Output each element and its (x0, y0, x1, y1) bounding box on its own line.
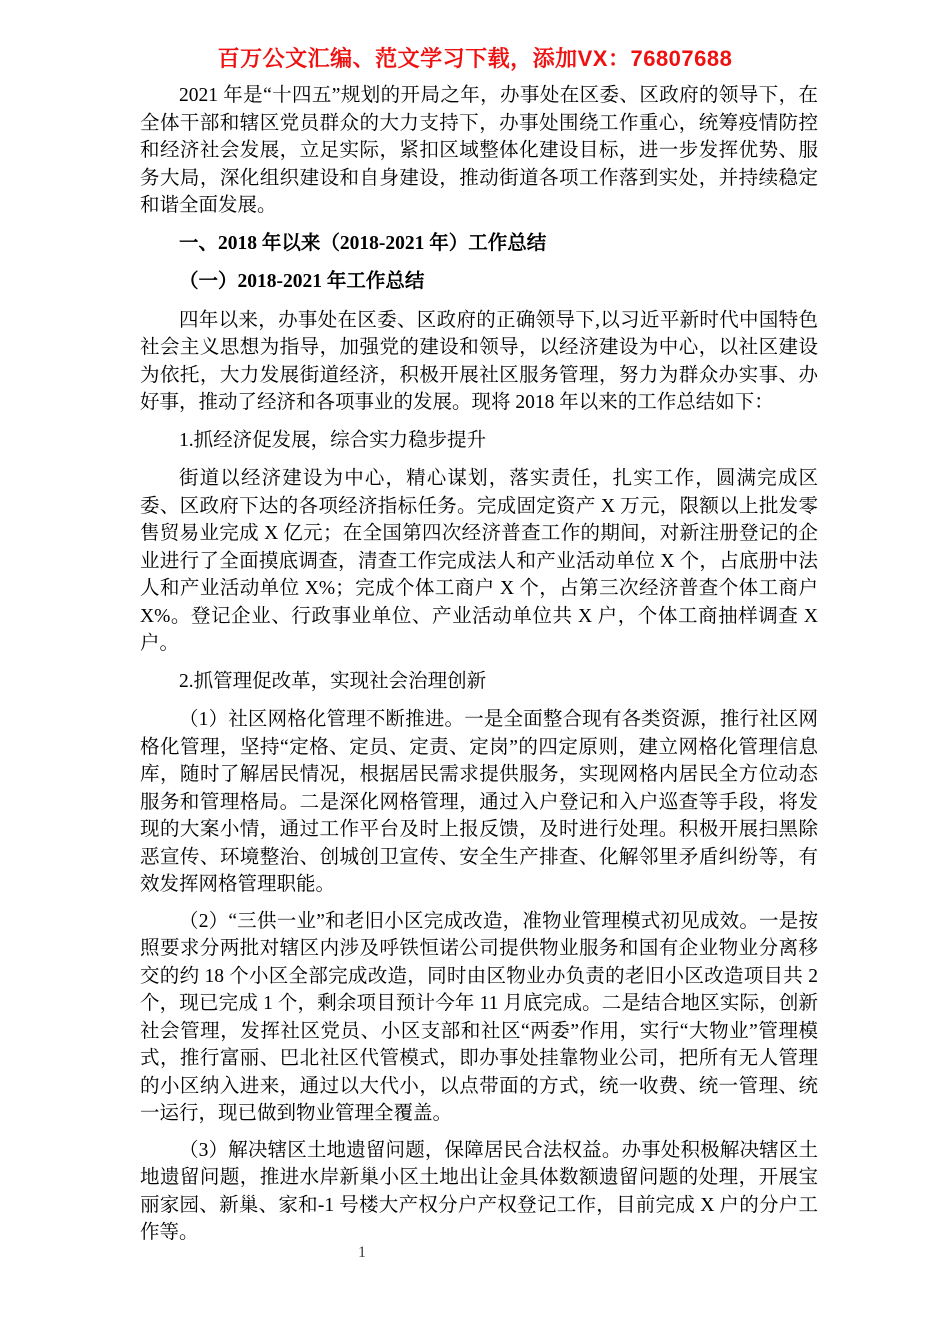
heading-section-1: 一、2018 年以来（2018-2021 年）工作总结 (179, 232, 547, 254)
paragraph-property-renovation: （2）“三供一业”和老旧小区完成改造，准物业管理模式初见成效。一是按照要求分两批对辖区内涉及呼铁恒诺公司提供物业服务和国有企业物业分离移交的约 18 个小区全部完成改造，同时由区物业办负责的老旧小区改造项目共 2 个，现已完成 1 个，剩余项目预计今年 11 月底完成。二是结合地区实际，创新社会管理，发挥社区党员、小区支部和社区“两委”作用，实行“大物业”管理模式，推行富丽、巴北社区代管模式，即办事处挂靠物业公司，把所有无人管理的小区纳入进来，通过以大代小，以点带面的方式，统一收费、统一管理、统一运行，现已做到物业管理全覆盖。 (140, 910, 818, 1124)
watermark-notice: 百万公文汇编、范文学习下载，添加VX：76807688 (217, 46, 733, 71)
subheading-economy: 1.抓经济促发展，综合实力稳步提升 (179, 429, 487, 451)
heading-subsection-1-1: （一）2018-2021 年工作总结 (179, 271, 425, 292)
subheading-management: 2.抓管理促改革，实现社会治理创新 (179, 670, 487, 692)
paragraph-intro: 2021 年是“十四五”规划的开局之年，办事处在区委、区政府的领导下，在全体干部和辖区党员群众的大力支持下，办事处围绕工作重心，统筹疫情防控和经济社会发展，立足实际，紧扣区域整体化建设目标，进一步发挥优势、服务大局，深化组织建设和自身建设，推动街道各项工作落到实处，并持续稳定和谐全面发展。 (140, 85, 818, 216)
paragraph-economy: 街道以经济建设为中心，精心谋划，落实责任，扎实工作，圆满完成区委、区政府下达的各项经济指标任务。完成固定资产 X 万元，限额以上批发零售贸易业完成 X 亿元；在全国第四次经济普查工作的期间，对新注册登记的企业进行了全面摸底调查，清查工作完成法人和产业活动单位 X 个，占底册中法人和产业活动单位 X%；完成个体工商户 X 个，占第三次经济普查个体工商户 X%。登记企业、行政事业单位、产业活动单位共 X 户，个体工商抽样调查 X 户。 (140, 468, 818, 654)
document-body (140, 82, 818, 1256)
paragraph-grid-management: （1）社区网格化管理不断推进。一是全面整合现有各类资源，推行社区网格化管理，坚持“定格、定员、定责、定岗”的四定原则，建立网格化管理信息库，随时了解居民情况，根据居民需求提供服务，实现网格内居民全方位动态服务和管理格局。二是深化网格管理，通过入户登记和入户巡查等手段，将发现的大案小情，通过工作平台及时上报反馈，及时进行处理。积极开展扫黑除恶宣传、环境整治、创城创卫宣传、安全生产排查、化解邻里矛盾纠纷等，有效发挥网格管理职能。 (140, 709, 818, 895)
paragraph-overview: 四年以来，办事处在区委、区政府的正确领导下,以习近平新时代中国特色社会主义思想为指导，加强党的建设和领导，以经济建设为中心，以社区建设为依托，大力发展街道经济，积极开展社区服务管理，努力为群众办实事、办好事，推动了经济和各项事业的发展。现将 2018 年以来的工作总结如下： (140, 309, 818, 413)
page-number: 1 (358, 1244, 366, 1261)
paragraph-land-issues: （3）解决辖区土地遗留问题，保障居民合法权益。办事处积极解决辖区土地遗留问题，推进水岸新巢小区土地出让金具体数额遗留问题的处理，开展宝丽家园、新巢、家和-1 号楼大产权分户产权登记工作，目前完成 X 户的分户工作等。 (140, 1139, 818, 1243)
